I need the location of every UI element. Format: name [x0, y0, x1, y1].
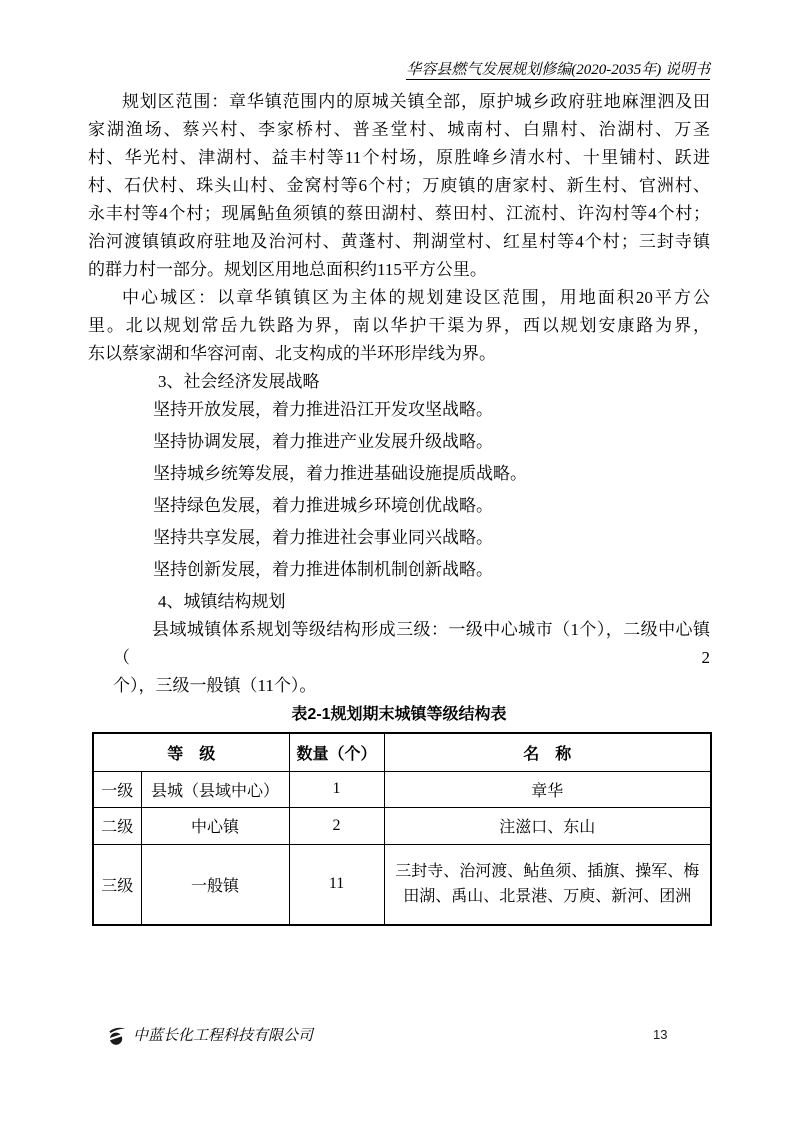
table-header-row: [93, 733, 711, 771]
footer: [106, 1026, 313, 1047]
column-header-count: 数量（个）: [289, 733, 384, 771]
text-line: 东以蔡家湖和华容河南、北支构成的半环形岸线为界。: [88, 344, 496, 363]
text-line: 个），三级一般镇（11个）。: [113, 676, 317, 695]
text-line: 村、华光村、津湖村、益丰村等11个村场，原胜峰乡清水村、十里铺村、跃进: [88, 148, 710, 167]
column-header-grade: 等 级: [93, 733, 289, 771]
strategy-list: [88, 396, 710, 584]
text-line: 坚持开放发展，着力推进沿江开发攻坚战略。: [153, 400, 493, 419]
text-line: 坚持协调发展，着力推进产业发展升级战略。: [153, 432, 493, 451]
table-row: [93, 844, 711, 925]
text-line: 的群力村一部分。规划区用地总面积约115平方公里。: [88, 260, 487, 279]
text-line: 规划区范围：章华镇范围内的原城关镇全部，原护城乡政府驻地麻浬泗及田: [122, 92, 710, 111]
cell-names: 章华: [384, 771, 711, 807]
table-row: [93, 771, 711, 807]
text-line: 里。北以规划常岳九铁路为界，南以华护干渠为界，西以规划安康路为界，: [88, 316, 710, 335]
cell-names: 注滋口、东山: [384, 807, 711, 844]
text-line: 坚持创新发展，着力推进体制机制创新战略。: [153, 560, 493, 579]
footer-company-name: 中蓝长化工程科技有限公司: [133, 1028, 314, 1044]
table-title: 表2-1规划期末城镇等级结构表: [291, 706, 507, 723]
cell-count: 2: [289, 807, 384, 844]
text-line: 坚持城乡统筹发展，着力推进基础设施提质战略。: [153, 464, 527, 483]
paragraph-town-system: [88, 616, 710, 700]
paragraph-central-district: [88, 284, 710, 368]
running-header-title: 华容县燃气发展规划修编(2020-2035年) 说明书: [406, 62, 710, 78]
text-line: 坚持绿色发展，着力推进城乡环境创优战略。: [153, 496, 493, 515]
table-row: [93, 807, 711, 844]
text-line: 永丰村等4个村；现属鲇鱼须镇的蔡田湖村、蔡田村、江流村、许沟村等4个村；: [88, 204, 710, 223]
page-number: 13: [653, 1027, 668, 1042]
paragraph-planning-area: [88, 88, 710, 284]
cell-level: 一级: [93, 771, 141, 807]
cell-count: 11: [289, 844, 384, 925]
text-line: 治河渡镇镇政府驻地及治河村、黄蓬村、荆湖堂村、红星村等4个村；三封寺镇: [88, 232, 710, 251]
cell-category: 县城（县域中心）: [141, 771, 289, 807]
running-header: [88, 60, 710, 80]
cell-category: 一般镇: [141, 844, 289, 925]
cell-count: 1: [289, 771, 384, 807]
cell-level: 二级: [93, 807, 141, 844]
text-line: 中心城区：以章华镇镇区为主体的规划建设区范围，用地面积20平方公: [122, 288, 710, 307]
cell-category: 中心镇: [141, 807, 289, 844]
company-logo-icon: [106, 1026, 127, 1047]
cell-names: 三封寺、治河渡、鲇鱼须、插旗、操军、梅田湖、禹山、北景港、万庾、新河、团洲: [384, 844, 711, 925]
section-heading-3: 3、社会经济发展战略: [158, 372, 320, 391]
column-header-name: 名 称: [384, 733, 711, 771]
cell-level: 三级: [93, 844, 141, 925]
text-line: 村、石伏村、珠头山村、金窝村等6个村；万庾镇的唐家村、新生村、官洲村、: [88, 176, 710, 195]
text-line: 县域城镇体系规划等级结构形成三级：一级中心城市（1个），二级中心镇（2: [113, 620, 710, 667]
town-grade-table: [92, 732, 712, 926]
section-heading-4: 4、城镇结构规划: [158, 592, 286, 611]
text-line: 坚持共享发展，着力推进社会事业同兴战略。: [153, 528, 493, 547]
text-line: 家湖渔场、蔡兴村、李家桥村、普圣堂村、城南村、白鼎村、治湖村、万圣: [88, 120, 710, 139]
